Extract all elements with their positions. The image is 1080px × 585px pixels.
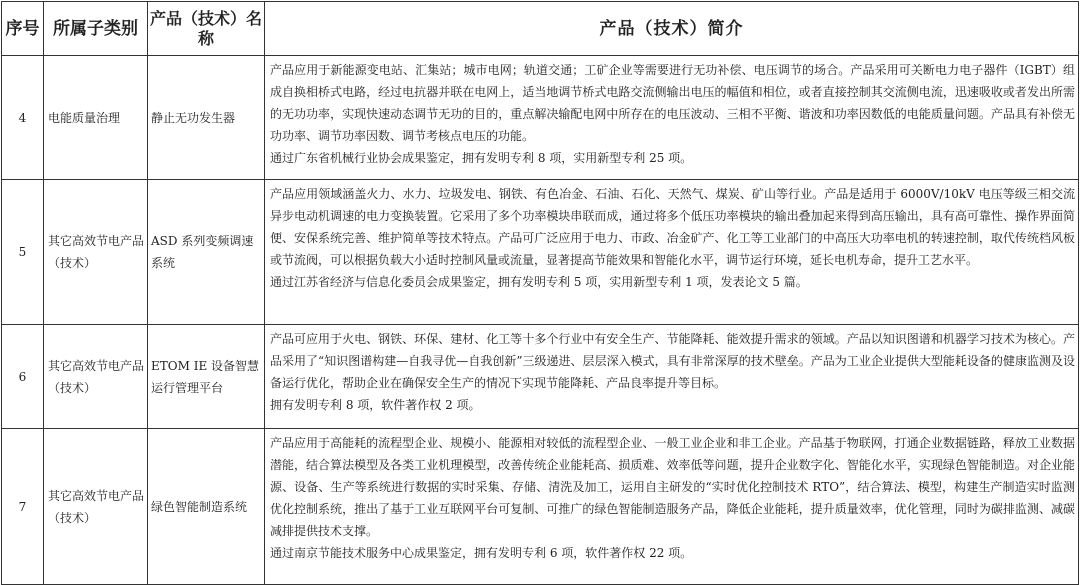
row-certification-note: 拥有发明专利 8 项，软件著作权 2 项。 xyxy=(270,398,481,412)
row-product-name: ASD 系列变频调速系统 xyxy=(148,180,265,325)
table-row xyxy=(2,180,1079,325)
row-product-name: 静止无功发生器 xyxy=(148,56,265,180)
row-description-cell xyxy=(265,429,1079,585)
row-description: 产品可应用于火电、钢铁、环保、建材、化工等十多个行业中有安全生产、节能降耗、能效提升需求的领域。产品以知识图谱和机器学习技术为核心。产品采用了“知识图谱构建—自我寻优—自我创新”三级递进、层层深入模式，具有非常深厚的技术壁垒。产品为工业企业提供大型能耗设备的健康监测及设备运行优化，帮助企业在确保安全生产的情况下实现节能降耗、产品良率提升等目标。 xyxy=(270,332,1075,390)
row-description: 产品应用于高能耗的流程型企业、规模小、能源相对较低的流程型企业、一般工业企业和非工企业。产品基于物联网，打通企业数据链路，释放工业数据潜能，结合算法模型及各类工业机理模型，改善传统企业能耗高、损质难、效率低等问题，提升企业数字化、智能化水平，实现绿色智能制造。对企业能源、设备、生产等系统进行数据的实时采集、存储、清洗及加工，运用自主研发的“实时优化控制技术 RTO”，结合算法、模型，构建生产制造实时监测优化控制系统，推出了基于工业互联网平台可复制、可推广的绿色智能制造服务产品，降低企业能耗，提升质量效率，优化管理，同时为碳排监测、减碳减排提供技术支撑。 xyxy=(270,436,1075,538)
row-certification-note: 通过广东省机械行业协会成果鉴定，拥有发明专利 8 项，实用新型专利 25 项。 xyxy=(270,151,693,165)
header-category: 所属子类别 xyxy=(44,2,148,56)
table-row xyxy=(2,56,1079,180)
row-description-cell xyxy=(265,325,1079,429)
row-description: 产品应用于新能源变电站、汇集站；城市电网；轨道交通；工矿企业等需要进行无功补偿、电压调节的场合。产品采用可关断电力电子器件（IGBT）组成自换相桥式电路，经过电抗器并联在电网上，适当地调节桥式电路交流侧输出电压的幅值和相位，或者直接控制其交流侧电流，迅速吸收或者发出所需的无功功率，实现快速动态调节无功的目的，重点解决输配电网中所存在的电压波动、三相不平衡、谐波和功率因数低的电能质量问题。产品具有补偿无功功率、调节功率因数、调节考核点电压的功能。 xyxy=(270,63,1075,143)
row-description-cell xyxy=(265,56,1079,180)
header-row xyxy=(2,2,1079,56)
row-index: 6 xyxy=(2,325,44,429)
product-table xyxy=(1,1,1079,585)
row-description: 产品应用领域涵盖火力、水力、垃圾发电、钢铁、有色冶金、石油、石化、天然气、煤炭、矿山等行业。产品是适用于 6000V/10kV 电压等级三相交流异步电动机调速的电力变换装置。它采用了多个功率模块串联而成，通过将多个低压功率模块的输出叠加起来得到高压输出，具有高可靠性、操作界面简便、安保系统完善、维护简单等技术特点。产品可广泛应用于电力、市政、冶金矿产、化工等工业部门的中高压大功率电机的转速控制，取代传统档风板或节流阀，可以根据负载大小适时控制风量或流量，显著提高节能效果和智能化水平，调节运行环境，延长电机寿命，提升工艺水平。 xyxy=(270,187,1075,267)
row-category: 其它高效节电产品（技术） xyxy=(44,180,148,325)
row-index: 7 xyxy=(2,429,44,585)
row-certification-note: 通过江苏省经济与信息化委员会成果鉴定，拥有发明专利 5 项，实用新型专利 1 项，发表论文 5 篇。 xyxy=(270,275,808,289)
header-product-name: 产品（技术）名称 xyxy=(148,2,265,56)
row-product-name: ETOM IE 设备智慧运行管理平台 xyxy=(148,325,265,429)
row-category: 其它高效节电产品（技术） xyxy=(44,325,148,429)
row-category: 其它高效节电产品（技术） xyxy=(44,429,148,585)
row-description-cell xyxy=(265,180,1079,325)
row-category: 电能质量治理 xyxy=(44,56,148,180)
table-row xyxy=(2,325,1079,429)
header-description: 产品（技术）简介 xyxy=(265,2,1079,56)
row-index: 4 xyxy=(2,56,44,180)
row-certification-note: 通过南京节能技术服务中心成果鉴定，拥有发明专利 6 项，软件著作权 22 项。 xyxy=(270,546,693,560)
header-index: 序号 xyxy=(2,2,44,56)
table-row xyxy=(2,429,1079,585)
row-product-name: 绿色智能制造系统 xyxy=(148,429,265,585)
row-index: 5 xyxy=(2,180,44,325)
